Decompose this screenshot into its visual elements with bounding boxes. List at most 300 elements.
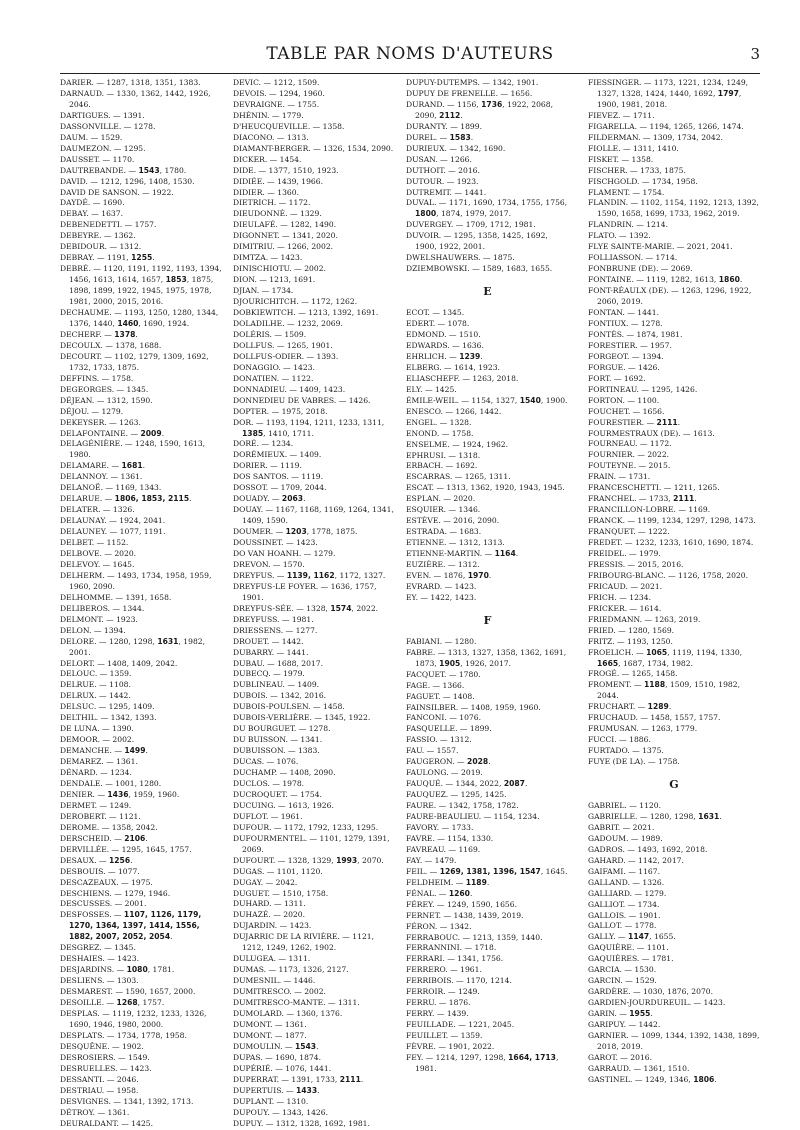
index-entry: FLANDIN. — 1102, 1154, 1192, 1213, 1392, 1590, 1658, 1699, 1733, 1962, 2019. <box>588 198 759 219</box>
index-entry: DIDE. — 1377, 1510, 1923. <box>233 165 339 175</box>
bold-page-ref: 2111 <box>339 1074 361 1084</box>
index-entry: DUBLINEAU. — 1409. <box>233 680 320 690</box>
index-entry: EVRARD. — 1423. <box>406 581 477 591</box>
index-entry: GARCIA. — 1530. <box>588 965 657 975</box>
index-entry: GALLIOT. — 1734. <box>588 899 660 909</box>
index-entry: GARRAUD. — 1361, 1510. <box>588 1063 690 1073</box>
index-entry: DESGREZ. — 1345. <box>60 943 136 953</box>
index-entry: DREVON. — 1570. <box>233 559 305 569</box>
index-entry: GARCIN. — 1529. <box>588 976 657 986</box>
bold-page-ref: 1269, 1381, 1396, 1547 <box>439 866 541 876</box>
index-entry: DORIER. — 1119. <box>233 461 302 471</box>
index-entry: FOURNIER. — 2022. <box>588 450 670 460</box>
bold-page-ref: 1080 <box>126 965 148 975</box>
index-entry: ESQUIER. — 1346. <box>406 505 481 515</box>
index-entry: GALLY. — 1147, 1655. <box>588 932 676 942</box>
index-entry: DECHAUME. — 1193, 1250, 1280, 1344, 1376, 1440, 1460, 1690, 1924. <box>60 308 219 328</box>
bold-page-ref: 1860 <box>718 275 740 285</box>
index-entry: DAUTREBANDE. — 1543, 1780. <box>60 165 187 175</box>
page-header <box>60 44 760 74</box>
index-entry: DEKEYSER. — 1263. <box>60 417 141 427</box>
index-entry: DUJARDIN. — 1423. <box>233 921 312 931</box>
index-entry: DICKER. — 1454. <box>233 154 302 164</box>
bold-page-ref: 1436 <box>107 789 129 799</box>
index-entry: FIOLLE. — 1311, 1410. <box>588 143 679 153</box>
index-entry: FEY. — 1214, 1297, 1298, 1664, 1713, 1981. <box>406 1053 559 1073</box>
index-entry: FEUILLET. — 1359. <box>406 1031 483 1041</box>
index-entry: DIMTZA. — 1423. <box>233 253 303 263</box>
index-entry: ESPLAN. — 2020. <box>406 494 476 504</box>
index-entry: FORT. — 1692. <box>588 373 646 383</box>
index-entry: DUVERGEY. — 1709, 1712, 1981. <box>406 220 536 230</box>
index-entry: FREDET. — 1232, 1233, 1610, 1690, 1874. <box>588 538 754 548</box>
index-entry: FAURE. — 1342, 1758, 1782. <box>406 801 519 811</box>
page-number: 3 <box>750 45 760 63</box>
index-entry: DIAMANT-BERGER. — 1326, 1534, 2090. <box>233 143 394 153</box>
index-entry: DOLLFUS. — 1265, 1901. <box>233 340 333 350</box>
bold-page-ref: 1543 <box>138 165 160 175</box>
index-entry: DUPUY DE FRENELLE. — 1656. <box>406 88 533 98</box>
index-entry: DEROBERT. — 1121. <box>60 811 141 821</box>
index-entry: DONNEDIEU DE VABRES. — 1426. <box>233 395 371 405</box>
index-entry: DEBAY. — 1637. <box>60 209 123 219</box>
index-entry: GADROS. — 1493, 1692, 2018. <box>588 844 708 854</box>
index-entry: FELDHEIM. — 1189. <box>406 877 490 887</box>
index-entry: DORÉ. — 1234. <box>233 439 294 449</box>
index-entry: DELON. — 1394. <box>60 625 126 635</box>
index-entry: FONTAN. — 1441. <box>588 308 660 318</box>
bold-page-ref: 1164 <box>494 549 516 559</box>
index-entry: DUMOULIN. — 1543. <box>233 1041 319 1051</box>
index-entry: ÉMILE-WEIL. — 1154, 1327, 1540, 1900. <box>406 395 568 405</box>
index-entry: DIACONO. — 1313. <box>233 132 309 142</box>
index-entry: DÉJEAN. — 1312, 1590. <box>60 395 153 405</box>
index-entry: FAULONG. — 2019. <box>406 768 483 778</box>
bold-page-ref: 1853 <box>165 275 187 285</box>
index-entry: FRANCESCHETTI. — 1211, 1265. <box>588 483 720 493</box>
index-entry: FRIED. — 1280, 1569. <box>588 625 675 635</box>
index-entry: DELARUE. — 1806, 1853, 2115. <box>60 494 192 504</box>
bold-page-ref: 1665 <box>597 658 619 668</box>
index-entry: FAUQUÉ. — 1344, 2022, 2087. <box>406 779 528 789</box>
index-entry: FAINSILBER. — 1408, 1959, 1960. <box>406 702 541 712</box>
index-entry: EHRLICH. — 1239. <box>406 351 483 361</box>
index-entry: DELEVOY. — 1645. <box>60 559 135 569</box>
index-entry: FERRANNINI. — 1718. <box>406 943 497 953</box>
index-entry: DREYFUS-LE FOYER. — 1636, 1757, 1901. <box>233 581 377 602</box>
index-entry: DESFOSSES. — 1107, 1126, 1179, 1270, 1364, 1397, 1414, 1556, 1882, 2007, 2052, 2054. <box>60 910 202 942</box>
index-entry: FABRE. — 1313, 1327, 1358, 1362, 1691, 1873, 1905, 1926, 2017. <box>406 647 567 668</box>
index-entry: DELOUC. — 1359. <box>60 669 132 679</box>
index-entry: FLATO. — 1392. <box>588 231 651 241</box>
index-entry: FAY. — 1479. <box>406 855 457 865</box>
bold-page-ref: 1583 <box>449 132 471 142</box>
index-entry: DIEULAFÉ. — 1282, 1490. <box>233 220 337 230</box>
index-entry: FOUTEYNE. — 2015. <box>588 461 671 471</box>
index-entry: FRIEDMANN. — 1263, 2019. <box>588 614 701 624</box>
index-entry: GALLOIS. — 1901. <box>588 910 661 920</box>
index-entry: DUREL. — 1583. <box>406 132 474 142</box>
index-entry: EY. — 1422, 1423. <box>406 592 477 602</box>
letter-heading: F <box>483 613 492 627</box>
index-entry: DESTRIAU. — 1958. <box>60 1085 139 1095</box>
index-entry: DAUMEZON. — 1295. <box>60 143 146 153</box>
bold-page-ref: 1203 <box>285 527 307 537</box>
index-entry: FAURE-BEAULIEU. — 1154, 1234. <box>406 812 540 822</box>
index-entry: DÉTROY. — 1361. <box>60 1107 130 1117</box>
index-entry: GALLOT. — 1778. <box>588 921 657 931</box>
index-entry: FÈVRE. — 1901, 2022. <box>406 1042 495 1052</box>
index-entry: DELAMARE. — 1681. <box>60 461 146 471</box>
index-entry: EVEN. — 1876, 1970. <box>406 570 492 580</box>
index-entry: DO VAN HOANH. — 1279. <box>233 548 336 558</box>
index-entry: GALLAND. — 1326. <box>588 877 665 887</box>
index-entry: FRAIN. — 1731. <box>588 472 651 482</box>
index-entry: DUBOIS-VERLIÈRE. — 1345, 1922. <box>233 713 371 723</box>
index-entry: FRANCHEL. — 1733, 2111. <box>588 494 697 504</box>
index-entry: DUBOIS. — 1342, 2016. <box>233 691 327 701</box>
index-entry: FÉRON. — 1342. <box>406 921 472 931</box>
index-entry: FOUCHET. — 1656. <box>588 406 665 416</box>
index-entry: DOLÉRIS. — 1509. <box>233 329 307 339</box>
bold-page-ref: 2087 <box>503 779 525 789</box>
index-column-4 <box>588 78 760 1086</box>
index-entry: FORGEOT. — 1394. <box>588 351 664 361</box>
index-entry: FURTADO. — 1375. <box>588 746 664 756</box>
index-entry: ENOND. — 1758. <box>406 428 474 438</box>
bold-page-ref: 1574 <box>330 603 352 613</box>
index-entry: DONATIEN. — 1122. <box>233 373 314 383</box>
index-entry: DUBAU. — 1688, 2017. <box>233 658 323 668</box>
index-entry: GAROT. — 2016. <box>588 1052 653 1062</box>
index-entry: DELAUNEY. — 1077, 1191. <box>60 527 166 537</box>
index-entry: DOS SANTOS. — 1119. <box>233 472 324 482</box>
bold-page-ref: 1188 <box>643 680 666 690</box>
index-entry: DELHOMME. — 1391, 1658. <box>60 592 172 602</box>
index-entry: DEVOIS. — 1294, 1960. <box>233 88 325 98</box>
index-entry: DUCHAMP. — 1408, 2090. <box>233 768 336 778</box>
index-entry: DOUAY. — 1167, 1168, 1169, 1264, 1341, 1409, 1590. <box>233 505 394 526</box>
index-entry: ECOT. — 1345. <box>406 308 465 318</box>
index-column-2 <box>233 78 396 1130</box>
bold-page-ref: 2112 <box>439 110 461 120</box>
index-entry: DUMOLARD. — 1360, 1376. <box>233 1009 343 1019</box>
index-entry: FRESSIS. — 2015, 2016. <box>588 559 684 569</box>
index-entry: DURIEUX. — 1342, 1690. <box>406 143 506 153</box>
index-entry: DELTHIL. — 1342, 1393. <box>60 713 157 723</box>
index-entry: DREYFUSS. — 1981. <box>233 614 314 624</box>
index-entry: DELATER. — 1326. <box>60 505 135 515</box>
index-entry: DAVID DE SANSON. — 1922. <box>60 187 174 197</box>
index-entry: FERRABOUC. — 1213, 1359, 1440. <box>406 932 543 942</box>
bold-page-ref: 1189 <box>465 877 487 887</box>
index-entry: FERNET. — 1438, 1439, 2019. <box>406 910 524 920</box>
index-entry: FLYE SAINTE-MARIE. — 2021, 2041. <box>588 242 733 252</box>
index-entry: DEROME. — 1358, 2042. <box>60 822 158 832</box>
index-entry: FERROIR. — 1249. <box>406 987 480 997</box>
bold-page-ref: 1543 <box>294 1041 317 1051</box>
index-entry: DESROSIERS. — 1549. <box>60 1052 150 1062</box>
bold-page-ref: 2111 <box>673 494 695 504</box>
index-entry: DERVILLÉE. — 1295, 1645, 1757. <box>60 844 192 854</box>
index-entry: DELBET. — 1152. <box>60 538 129 548</box>
index-entry: DJIAN. — 1734. <box>233 286 294 296</box>
index-entry: DUFOUR. — 1172, 1792, 1233, 1295. <box>233 822 379 832</box>
index-entry: EUZIÈRE. — 1312. <box>406 560 480 570</box>
index-entry: DUFOURT. — 1328, 1329, 1993, 2070. <box>233 855 384 865</box>
index-entry: ENSELME. — 1924, 1962. <box>406 439 509 449</box>
index-entry: FAGUET. — 1408. <box>406 691 475 701</box>
index-entry: DU BUISSON. — 1341. <box>233 735 323 745</box>
index-entry: DE LUNA. — 1390. <box>60 724 134 734</box>
index-entry: DELRUE. — 1108. <box>60 680 131 690</box>
index-entry: FERRIBOIS. — 1170, 1214. <box>406 976 512 986</box>
index-entry: GAIFAMI. — 1167. <box>588 866 660 876</box>
index-entry: ELIASCHEFF. — 1263, 2018. <box>406 373 519 383</box>
index-entry: DUMAS. — 1173, 1326, 2127. <box>233 965 349 975</box>
letter-heading: E <box>483 285 492 299</box>
index-entry: DUBOIS-POULSEN. — 1458. <box>233 702 345 712</box>
index-entry: DESOILLE. — 1268, 1757. <box>60 998 165 1008</box>
index-entry: DUMONT. — 1361. <box>233 1019 307 1029</box>
index-entry: DOUSSINET. — 1423. <box>233 538 318 548</box>
index-entry: FORGUE. — 1426. <box>588 362 660 372</box>
index-entry: DESHAIES. — 1423. <box>60 954 139 964</box>
index-entry: DESCHIENS. — 1279, 1946. <box>60 888 171 898</box>
index-entry: DREYFUS. — 1139, 1162, 1172, 1327. <box>233 570 386 580</box>
index-entry: ESCARRAS. — 1265, 1311. <box>406 472 511 482</box>
index-entry: FAVRE. — 1154, 1330. <box>406 833 494 843</box>
index-entry: FROELICH. — 1065, 1119, 1194, 1330, 1665, 1687, 1734, 1982. <box>588 647 743 668</box>
index-entry: GARDÈRE. — 1030, 1876, 2070. <box>588 987 714 997</box>
index-entry: DUPUY. — 1312, 1328, 1692, 1981. <box>233 1118 370 1128</box>
index-entry: ETIENNE. — 1312, 1313. <box>406 538 505 548</box>
index-entry: FIESSINGER. — 1173, 1221, 1234, 1249, 1327, 1328, 1424, 1440, 1692, 1797, 1900, 1981, 2018. <box>588 78 749 109</box>
index-entry: FREIDEL. — 1979. <box>588 548 661 558</box>
index-entry: GARIN. — 1955. <box>588 1009 653 1019</box>
index-entry: DROUET. — 1442. <box>233 636 304 646</box>
index-entry: DOR. — 1193, 1194, 1211, 1233, 1311, 1385, 1410, 1711. <box>233 417 385 438</box>
index-entry: DELRUX. — 1442. <box>60 691 131 701</box>
index-entry: FEUILLADE. — 1221, 2045. <box>406 1020 515 1030</box>
bold-page-ref: 1993 <box>336 855 358 865</box>
index-entry: DAUM. — 1529. <box>60 132 123 142</box>
index-entry: FISCHGOLD. — 1734, 1958. <box>588 176 698 186</box>
index-entry: DELAUNAY. — 1924, 2041. <box>60 516 166 526</box>
index-entry: GARDIEN-JOURDUREUIL. — 1423. <box>588 998 726 1008</box>
index-entry: FONTÈS. — 1874, 1981. <box>588 329 683 339</box>
index-entry: DESPLATS. — 1734, 1778, 1958. <box>60 1030 187 1040</box>
index-entry: DOBKIEWITCH. — 1213, 1392, 1691. <box>233 308 379 318</box>
index-entry: DUSAN. — 1266. <box>406 154 472 164</box>
bold-page-ref: 2111 <box>656 417 678 427</box>
index-entry: DEBRAY. — 1191, 1255. <box>60 253 155 263</box>
index-entry: DONNADIEU. — 1409, 1423. <box>233 384 346 394</box>
index-entry: FASQUELLE. — 1899. <box>406 724 492 734</box>
index-entry: FLAMENT. — 1754. <box>588 187 665 197</box>
index-entry: FABIANI. — 1280. <box>406 636 477 646</box>
index-entry: FAGE. — 1366. <box>406 680 465 690</box>
index-entry: DELMONT. — 1923. <box>60 614 138 624</box>
index-entry: ERBACH. — 1692. <box>406 461 478 471</box>
index-entry: FORESTIER. — 1957. <box>588 340 672 350</box>
bold-page-ref: 1631 <box>698 811 720 821</box>
index-entry: FIGARELLA. — 1194, 1265, 1266, 1474. <box>588 121 744 131</box>
index-entry: DELBOVE. — 2020. <box>60 548 137 558</box>
index-entry: DORÉMIEUX. — 1409. <box>233 450 322 460</box>
index-entry: DUMITRESCO. — 2002. <box>233 987 326 997</box>
index-entry: FÉREY. — 1249, 1590, 1656. <box>406 899 517 909</box>
index-entry: DUPOUY. — 1343, 1426. <box>233 1107 328 1117</box>
bold-page-ref: 1256 <box>108 855 131 865</box>
index-entry: DEMOOR. — 2002. <box>60 735 135 745</box>
index-entry: FIEVEZ. — 1711. <box>588 110 655 120</box>
bold-page-ref: 1268 <box>116 998 138 1008</box>
index-entry: DARIER. — 1287, 1318, 1351, 1383. <box>60 78 201 87</box>
index-entry: GALLIARD. — 1279. <box>588 888 667 898</box>
index-entry: ELY. — 1425. <box>406 384 457 394</box>
bold-page-ref: 2106 <box>124 833 146 843</box>
index-entry: FOURESTIER. — 2111. <box>588 417 681 427</box>
bold-page-ref: 1460 <box>117 318 139 328</box>
bold-page-ref: 1631 <box>157 636 179 646</box>
index-entry: FRICH. — 1234. <box>588 592 651 602</box>
index-entry: DUPERTUIS. — 1433. <box>233 1085 320 1095</box>
bold-page-ref: 1433 <box>295 1085 318 1095</box>
bold-page-ref: 1681 <box>121 461 143 471</box>
index-entry: DUCROQUET. — 1754. <box>233 789 322 799</box>
bold-page-ref: 1107, 1126, 1179, 1270, 1364, 1397, 1414, 1556, 1882, 2007, 2052, 2054 <box>69 910 202 942</box>
bold-page-ref: 1499 <box>124 746 146 756</box>
page-title: TABLE PAR NOMS D'AUTEURS <box>266 44 554 64</box>
index-entry: FÉNAL. — 1260. <box>406 888 473 898</box>
index-entry: FOURNEAU. — 1172. <box>588 439 672 449</box>
bold-page-ref: 1139, 1162 <box>286 570 335 580</box>
index-entry: DEMAREZ. — 1361. <box>60 757 138 767</box>
index-entry: ESTÈVE. — 2016, 2090. <box>406 516 500 526</box>
index-entry: DESCUSSES. — 2001. <box>60 899 147 909</box>
index-entry: DUPÉRIÉ. — 1076, 1441. <box>233 1063 332 1073</box>
index-entry: ESCAT. — 1313, 1362, 1920, 1943, 1945. <box>406 483 565 493</box>
index-entry: DEFFINS. — 1758. <box>60 373 134 383</box>
index-entry: DION. — 1213, 1691. <box>233 275 316 285</box>
index-entry: FAVREAU. — 1169. <box>406 844 481 854</box>
index-entry: EPHRUSI. — 1318. <box>406 450 481 460</box>
index-entry: FRANCILLON-LOBRE. — 1169. <box>588 505 711 515</box>
index-entry: GARNIER. — 1099, 1344, 1392, 1438, 1899, 2018, 2019. <box>588 1031 760 1051</box>
index-entry: GABRIELLE. — 1280, 1298, 1631. <box>588 811 722 821</box>
index-entry: FERRU. — 1876. <box>406 998 471 1008</box>
bold-page-ref: 1664, 1713 <box>508 1053 556 1063</box>
index-entry: DUVAL. — 1171, 1690, 1734, 1755, 1756, 1800, 1874, 1979, 2017. <box>406 198 568 219</box>
index-entry: DUBARRY. — 1441. <box>233 647 309 657</box>
index-entry: FORTON. — 1100. <box>588 395 660 405</box>
index-entry: DOSSOT. — 1709, 2044. <box>233 483 327 493</box>
index-entry: FASSIO. — 1312. <box>406 735 472 745</box>
index-entry: DUFOURMENTEL. — 1101, 1279, 1391, 2069. <box>233 833 390 854</box>
bold-page-ref: 1540 <box>519 395 541 405</box>
bold-page-ref: 1797 <box>717 88 739 98</box>
index-entry: DAUSSET. — 1170. <box>60 154 135 164</box>
index-entry: DÉJOU. — 1279. <box>60 406 124 416</box>
index-entry: DUHARD. — 1311. <box>233 899 306 909</box>
index-entry: DASSONVILLE. — 1278. <box>60 121 156 131</box>
index-entry: DOLLFUS-ODIER. — 1393. <box>233 351 339 361</box>
index-entry: ESTRADA. — 1683. <box>406 527 482 537</box>
bold-page-ref: 1905 <box>439 658 461 668</box>
index-entry: DHÉNIN. — 1779. <box>233 110 304 120</box>
index-entry: DUPERRAT. — 1391, 1733, 2111. <box>233 1074 364 1084</box>
index-entry: DÉNARD. — 1234. <box>60 768 132 778</box>
index-entry: FUCCI. — 1886. <box>588 735 651 745</box>
index-entry: DELORE. — 1280, 1298, 1631, 1982, 2001. <box>60 636 206 657</box>
index-entry: DERSCHEID. — 2106. <box>60 833 148 843</box>
index-entry: DUVOIR. — 1295, 1358, 1425, 1692, 1900, 1922, 2001. <box>406 231 548 252</box>
index-entry: DELAGÉNIÈRE. — 1248, 1590, 1613, 1980. <box>60 439 206 460</box>
index-entry: DESCAZEAUX. — 1975. <box>60 877 153 887</box>
index-entry: DESBOUIS. — 1077. <box>60 866 140 876</box>
index-entry: DERMET. — 1249. <box>60 800 132 810</box>
index-entry: FAUQUEZ. — 1295, 1425. <box>406 790 507 800</box>
index-entry: FOLLIASSON. — 1714. <box>588 253 678 263</box>
index-column-3 <box>406 78 569 1075</box>
index-entry: DOUMER. — 1203, 1778, 1875. <box>233 527 358 537</box>
bold-page-ref: 1289 <box>647 702 669 712</box>
index-entry: DIDIER. — 1360. <box>233 187 300 197</box>
index-entry: DUCAS. — 1076. <box>233 757 299 767</box>
index-entry: DINISCHIOTU. — 2002. <box>233 264 326 274</box>
index-entry: DRIESSENS. — 1277. <box>233 625 318 635</box>
index-entry: GAQUIÈRES. — 1781. <box>588 954 674 964</box>
index-entry: DAVID. — 1212, 1296, 1408, 1530. <box>60 176 195 186</box>
index-entry: DESRUELLES. — 1423. <box>60 1063 152 1073</box>
index-entry: DEBRÉ. — 1120, 1191, 1192, 1193, 1394, 1456, 1613, 1614, 1657, 1853, 1875, 1898, 1899, 1922, 1945, 1975, 1978, 1981, 2000, 2015, 2016. <box>60 264 222 307</box>
index-entry: DUTOUR. — 1923. <box>406 176 479 186</box>
index-entry: FEIL. — 1269, 1381, 1396, 1547, 1645. <box>406 866 568 876</box>
index-entry: DESVIGNES. — 1341, 1392, 1713. <box>60 1096 194 1106</box>
index-entry: FLANDRIN. — 1214. <box>588 220 668 230</box>
index-entry: DURAND. — 1156, 1736, 1922, 2068, 2090, 2112. <box>406 99 554 120</box>
index-entry: ELBERG. — 1614, 1923. <box>406 362 500 372</box>
index-entry: ETIENNE-MARTIN. — 1164. <box>406 549 519 559</box>
index-entry: DUMITRESCO-MANTE. — 1311. <box>233 998 360 1008</box>
index-entry: DEBENEDETTI. — 1757. <box>60 220 157 230</box>
index-entry: FRUCHART. — 1289. <box>588 702 672 712</box>
bold-page-ref: 1736 <box>481 99 503 109</box>
index-entry: DELANNOY. — 1361. <box>60 472 143 482</box>
index-entry: FRIBOURG-BLANC. — 1126, 1758, 2020. <box>588 570 748 580</box>
index-entry: DEVRAIGNE. — 1755. <box>233 99 320 109</box>
index-entry: DEBIDOUR. — 1312. <box>60 242 142 252</box>
index-entry: ENGEL. — 1328. <box>406 417 472 427</box>
index-entry: FAUGERON. — 2028. <box>406 757 491 767</box>
index-entry: FANCONI. — 1076. <box>406 713 481 723</box>
index-entry: DARTIGUES. — 1391. <box>60 110 145 120</box>
index-entry: DWELSHAUWERS. — 1875. <box>406 253 515 263</box>
index-entry: DUHAZÉ. — 2020. <box>233 910 305 920</box>
index-entry: FUYE (DE LA). — 1758. <box>588 757 680 767</box>
index-entry: FRUCHAUD. — 1458, 1557, 1757. <box>588 713 721 723</box>
index-entry: GARIPUY. — 1442. <box>588 1020 661 1030</box>
index-entry: DUTREMIT. — 1441. <box>406 187 487 197</box>
index-entry: DEGEORGES. — 1345. <box>60 384 149 394</box>
index-entry: FISCHER. — 1733, 1875. <box>588 165 686 175</box>
bold-page-ref: 2063 <box>281 494 304 504</box>
bold-page-ref: 1800 <box>415 209 437 219</box>
index-entry: DECOURT. — 1102, 1279, 1309, 1692, 1732, 1733, 1875. <box>60 351 209 372</box>
index-entry: FONBRUNE (DE). — 2069. <box>588 264 693 274</box>
index-entry: DELORT. — 1408, 1409, 2042. <box>60 658 178 668</box>
